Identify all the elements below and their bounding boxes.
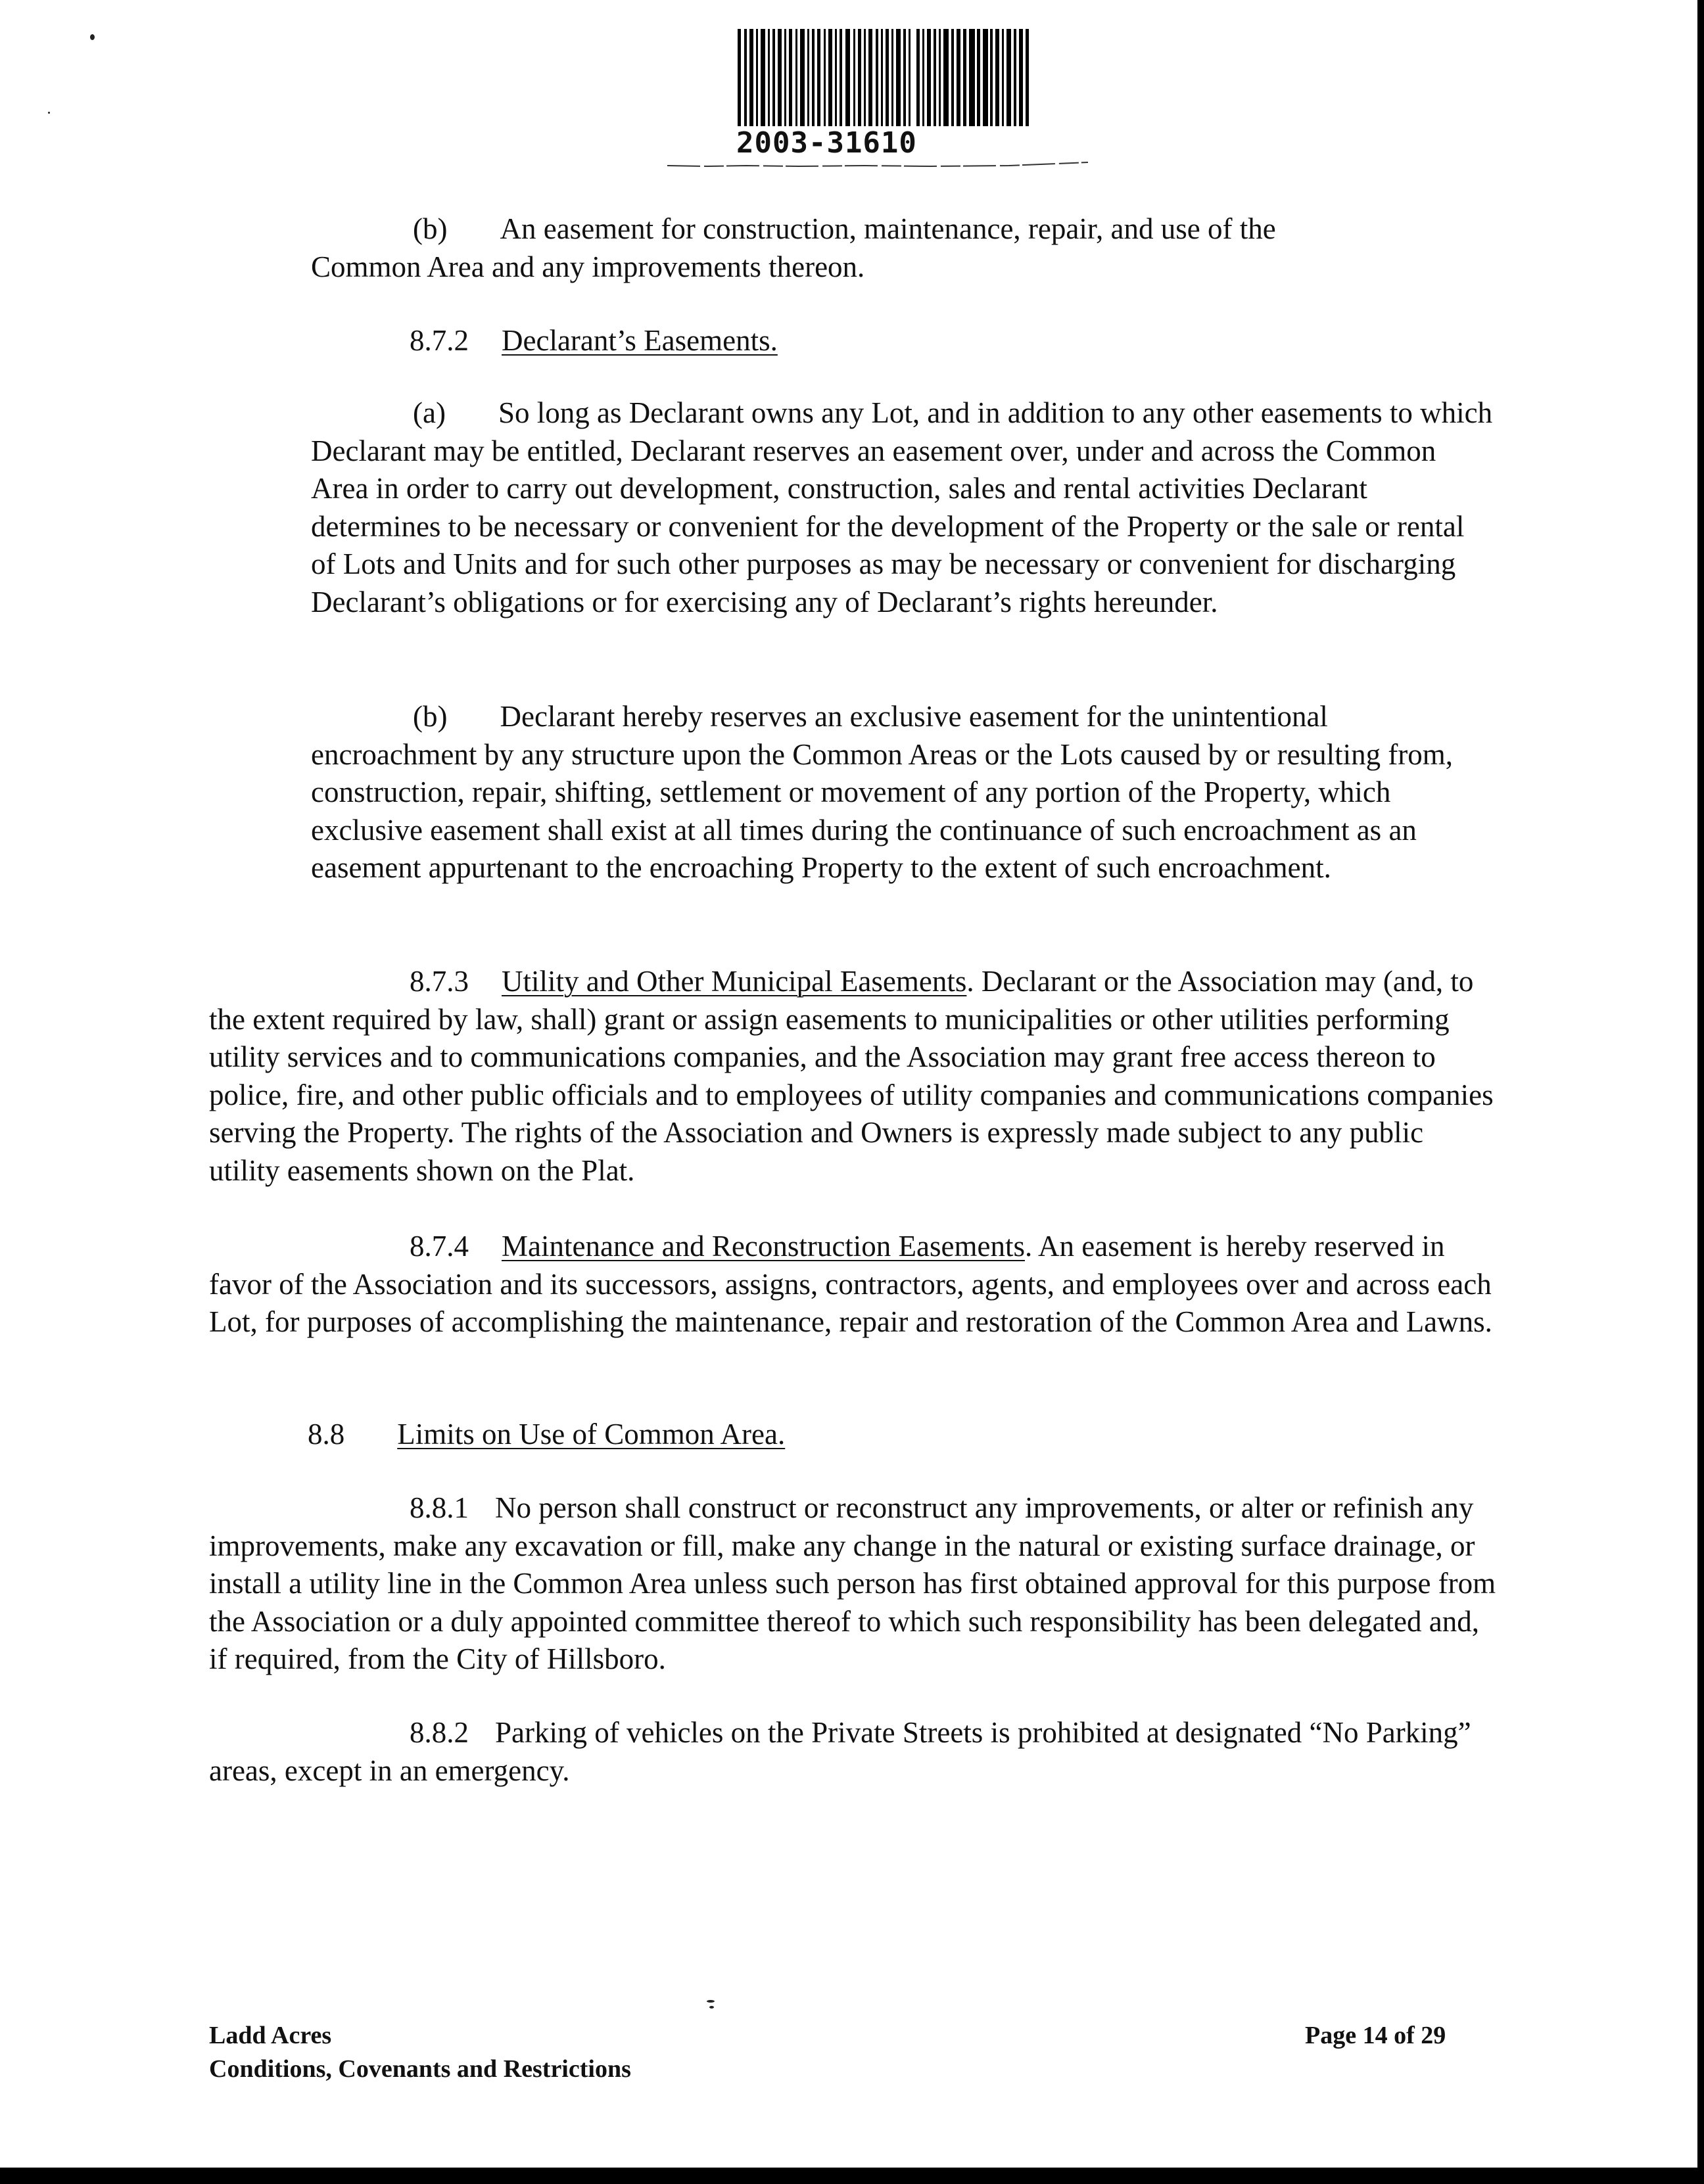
section-873	[209, 963, 1498, 1190]
recording-number: 2003-31610	[736, 126, 917, 160]
section-872-heading	[410, 322, 1396, 360]
section-number: 8.7.2	[410, 324, 469, 357]
section-871-b	[311, 210, 1389, 286]
section-text: No person shall construct or reconstruct any improvements, or alter or refinish any improvements, make any excavation or fill, make any change in the natural or existing surface drainage, or install a utility line in the Common Area unless such person has first obtained approval for this purpose from the Association or a duly appointed committee thereof to which such responsibility has been delegated and, if required, from the City of Hillsboro.	[209, 1491, 1496, 1675]
item-text: So long as Declarant owns any Lot, and in addition to any other easements to which Declarant may be entitled, Declarant reserves an easement over, under and across the Common Area in order to carry out development, construction, sales and rental activities Declarant determines to be necessary or convenient for the development of the Property or the sale or rental of Lots and Units and for such other purposes as may be necessary or convenient for discharging Declarant’s obligations or for exercising any of Declarant’s rights hereunder.	[311, 396, 1493, 618]
section-number: 8.8.2	[410, 1716, 469, 1749]
section-text: Parking of vehicles on the Private Streets is prohibited at designated “No Parking” areas, except in an emergency.	[209, 1716, 1471, 1787]
section-872-a	[311, 394, 1494, 621]
section-881	[209, 1489, 1498, 1679]
scan-speck	[90, 34, 95, 40]
footer-project-name: Ladd Acres	[209, 2022, 332, 2049]
section-874	[209, 1228, 1498, 1341]
recording-barcode	[723, 29, 1039, 174]
section-88-heading	[308, 1416, 1360, 1454]
section-title: Limits on Use of Common Area.	[397, 1418, 786, 1451]
section-text: . Declarant or the Association may (and, to the extent required by law, shall) grant or assign easements to municipalities or other utilities performing utility services and to communications companies, and the Association may grant free access thereon to police, fire, and other public officials and to employees of utility companies and communications companies serving the Property. The rights of the Association and Owners is expressly made subject to any public utility easements shown on the Plat.	[209, 965, 1494, 1187]
section-title: Utility and Other Municipal Easements	[502, 965, 967, 998]
footer-page-number: Page 14 of 29	[1305, 2022, 1446, 2049]
scan-border-bottom	[0, 2168, 1704, 2184]
section-882	[209, 1714, 1498, 1790]
section-number: 8.7.4	[410, 1230, 469, 1263]
item-text: An easement for construction, maintenance, repair, and use of the Common Area and any improvements thereon.	[311, 212, 1276, 283]
section-number: 8.8.1	[410, 1491, 469, 1524]
scan-speck	[707, 2000, 715, 2003]
section-number: 8.7.3	[410, 965, 469, 998]
scan-speck	[709, 2006, 714, 2009]
section-title: Declarant’s Easements.	[502, 324, 778, 357]
section-number: 8.8	[308, 1418, 345, 1451]
section-title: Maintenance and Reconstruction Easements	[502, 1230, 1025, 1263]
item-label: (a)	[413, 396, 446, 429]
item-label: (b)	[413, 700, 448, 733]
section-text: . An easement is hereby reserved in favor of the Association and its successors, assigns, contractors, agents, and employees over and across each Lot, for purposes of accomplishing the maintenance, repair and restoration of the Common Area and Lawns.	[209, 1230, 1492, 1338]
scan-speck	[48, 112, 50, 114]
item-text: Declarant hereby reserves an exclusive easement for the unintentional encroachment by any structure upon the Common Areas or the Lots caused by or resulting from, construction, repair, shifting, settlement or movement of any portion of the Property, which exclusive easement shall exist at all times during the continuance of such encroachment as an easement appurtenant to the encroaching Property to the extent of such encroachment.	[311, 700, 1454, 884]
barcode-underline	[667, 160, 1088, 170]
section-872-b	[311, 698, 1494, 887]
footer-document-name: Conditions, Covenants and Restrictions	[209, 2055, 631, 2083]
footer-document-title	[209, 2019, 998, 2086]
item-label: (b)	[413, 212, 448, 245]
scan-border-right	[1697, 0, 1704, 2184]
barcode-icon	[736, 29, 1032, 126]
